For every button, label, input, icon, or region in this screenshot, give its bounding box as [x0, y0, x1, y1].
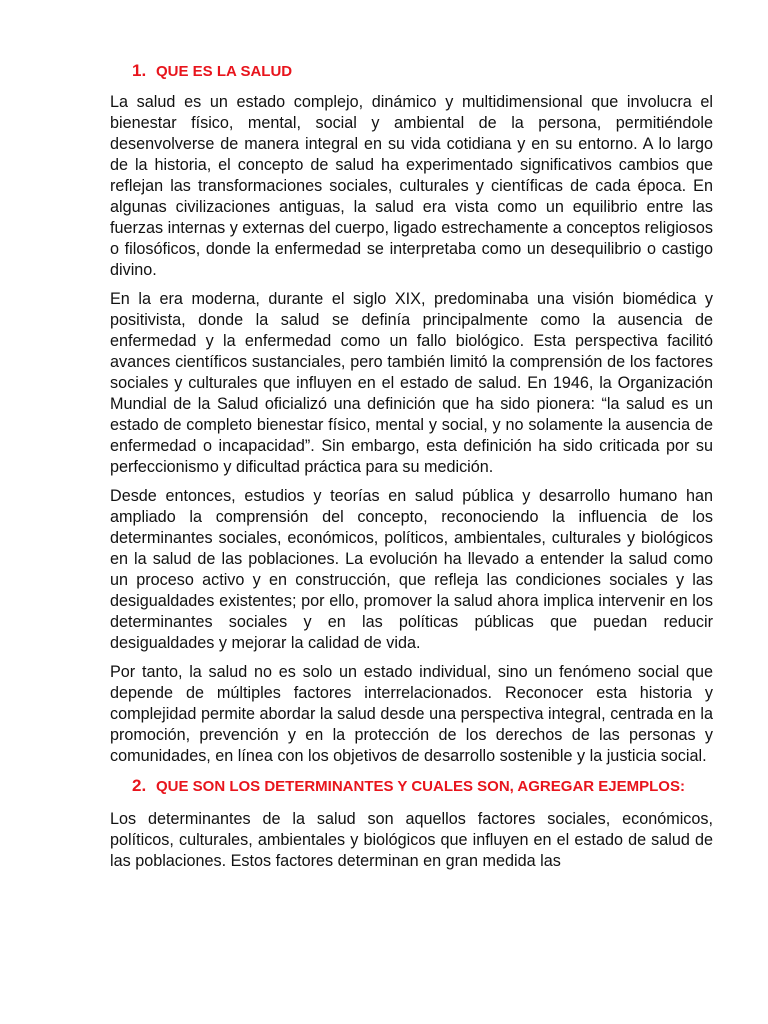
paragraph: Por tanto, la salud no es solo un estado individual, sino un fenómeno social que depende de múltiples factores interrelacionados. Reconocer esta historia y complejidad permite abordar la salud desde una perspectiva integral, centrada en la promoción, prevención y en la protección de los derechos de las personas y comunidades, en línea con los objetivos de desarrollo sostenible y la justicia social. — [110, 663, 713, 765]
paragraph: Desde entonces, estudios y teorías en salud pública y desarrollo humano han ampliado la comprensión del concepto, reconociendo la influencia de los determinantes sociales, económicos, políticos, ambientales, culturales y biológicos en la salud de las poblaciones. La evolución ha llevado a entender la salud como un proceso activo y en construcción, que refleja las condiciones sociales y las desigualdades existentes; por ello, promover la salud ahora implica intervenir en los determinantes sociales y en las políticas públicas que puedan reducir desigualdades y mejorar la calidad de vida. — [110, 487, 713, 652]
section-heading-2 — [110, 775, 713, 797]
paragraph: En la era moderna, durante el siglo XIX, predominaba una visión biomédica y positivista, donde la salud se definía principalmente como la ausencia de enfermedad y la enfermedad como un fallo biológico. Esta perspectiva facilitó avances científicos sustanciales, pero también limitó la comprensión de los factores sociales y culturales que influyen en el estado de salud. En 1946, la Organización Mundial de la Salud oficializó una definición que ha sido pionera: “la salud es un estado de completo bienestar físico, mental y social, y no solamente la ausencia de enfermedad o incapacidad”. Sin embargo, esta definición ha sido criticada por su perfeccionismo y dificultad práctica para su medición. — [110, 290, 713, 476]
section-heading-1 — [110, 60, 713, 82]
section-number: 1. — [132, 61, 147, 80]
section-title: QUE SON LOS DETERMINANTES Y CUALES SON, AGREGAR EJEMPLOS: — [156, 778, 685, 795]
section-number: 2. — [132, 776, 147, 795]
paragraph: La salud es un estado complejo, dinámico y multidimensional que involucra el bienestar físico, mental, social y ambiental de la persona, permitiéndole desenvolverse de manera integral en su vida cotidiana y en su entorno. A lo largo de la historia, el concepto de salud ha experimentado significativos cambios que reflejan las transformaciones sociales, culturales y científicas de cada época. En algunas civilizaciones antiguas, la salud era vista como un equilibrio entre las fuerzas internas y externas del cuerpo, ligado estrechamente a conceptos religiosos o filosóficos, donde la enfermedad se interpretaba como un desequilibrio o castigo divino. — [110, 93, 713, 279]
section-title: QUE ES LA SALUD — [156, 63, 293, 80]
paragraph: Los determinantes de la salud son aquellos factores sociales, económicos, políticos, culturales, ambientales y biológicos que influyen en el estado de salud de las poblaciones. Estos factores determinan en gran medida las — [110, 810, 713, 870]
document-content — [110, 60, 713, 880]
